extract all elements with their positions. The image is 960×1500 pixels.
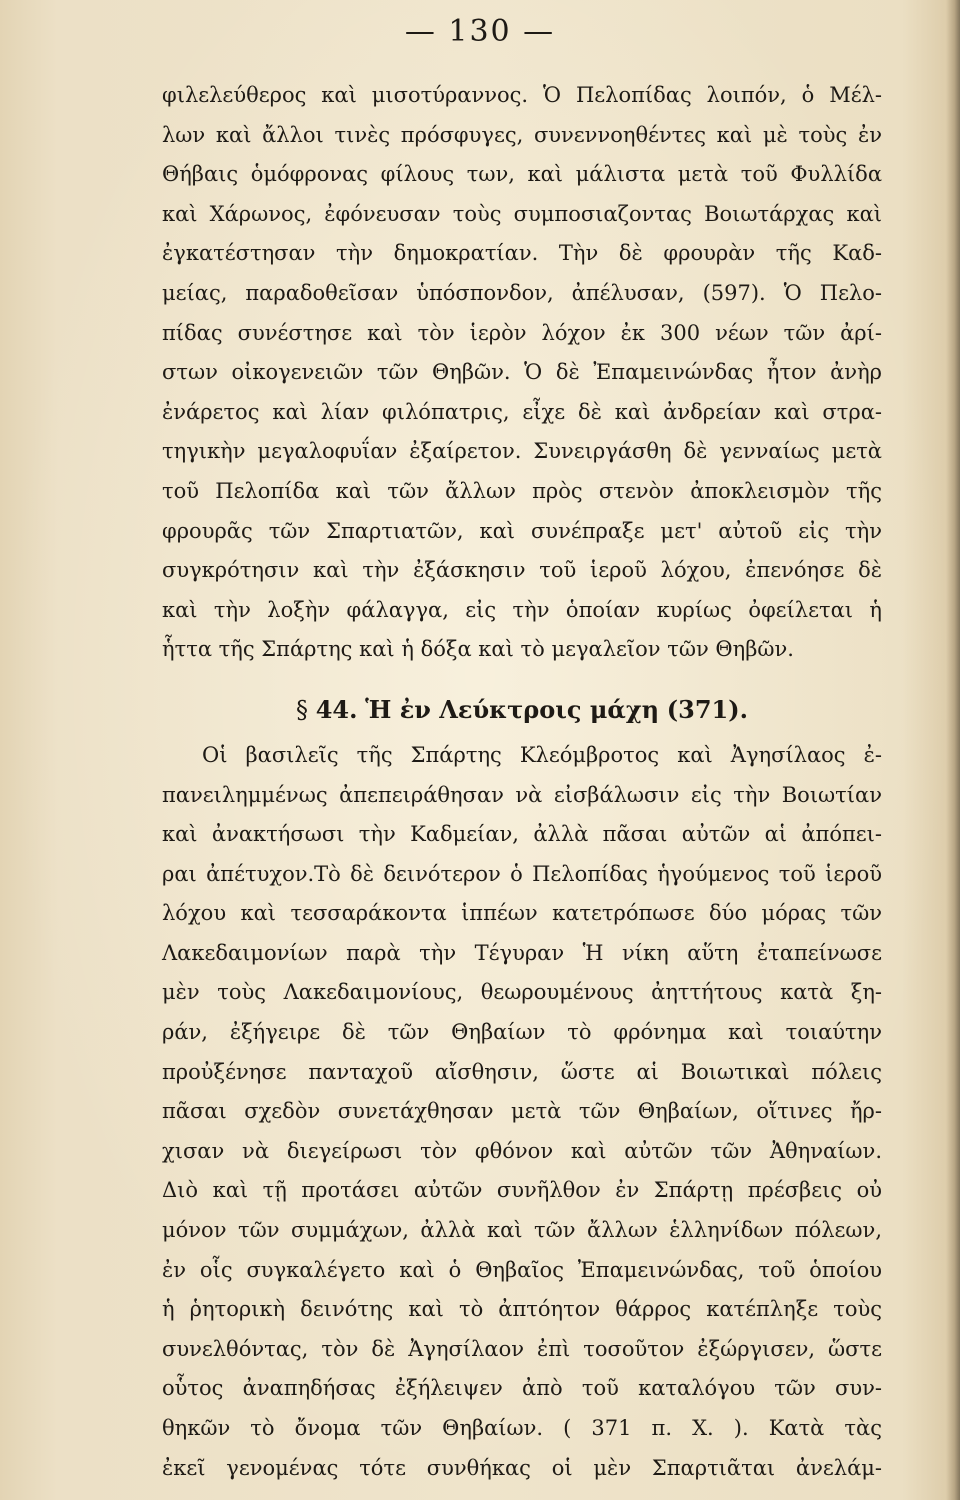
text-line: Διὸ καὶ τῇ προτάσει αὐτῶν συνῆλθον ἐν Σπάρτῃ πρέσβεις οὐ: [162, 1178, 882, 1203]
text-line: φιλελεύθερος καὶ μισοτύραννος. Ὁ Πελοπίδας λοιπόν, ὁ Μέλ-: [162, 83, 882, 107]
text-line: μείας, παραδοθεῖσαν ὑπόσπονδον, ἀπέλυσαν, (597). Ὁ Πελο-: [162, 280, 882, 305]
text-line: οὗτος ἀναπηδήσας ἐξήλειψεν ἀπὸ τοῦ καταλόγου τῶν συν-: [162, 1376, 882, 1401]
section-heading: [162, 678, 882, 736]
text-line: καὶ τὴν λοξὴν φάλαγγα, εἰς τὴν ὁποίαν κυρίως ὀφείλεται ἡ: [162, 597, 882, 622]
paragraph-1: [162, 76, 882, 670]
text-line: πίδας συνέστησε καὶ τὸν ἱερὸν λόχον ἐκ 300 νέων τῶν ἀρί-: [162, 320, 882, 345]
text-line: χισαν νὰ διεγείρωσι τὸν φθόνον καὶ αὐτῶν τῶν Ἀθηναίων.: [162, 1138, 882, 1163]
section-title: Ἡ ἐν Λεύκτροις μάχη: [365, 694, 660, 724]
section-symbol: §: [296, 695, 309, 724]
text-line: μόνον τῶν συμμάχων, ἀλλὰ καὶ τῶν ἄλλων ἑλληνίδων πόλεων,: [162, 1218, 882, 1243]
text-line: καὶ Χάρωνος, ἐφόνευσαν τοὺς συμποσιαζοντας Βοιωτάρχας καὶ: [162, 201, 882, 226]
text-line: ἡ ῥητορικὴ δεινότης καὶ τὸ ἀπτόητον θάρρος κατέπληξε τοὺς: [162, 1297, 882, 1322]
body-text: [162, 76, 882, 1488]
text-line: καὶ ἀνακτήσωσι τὴν Καδμείαν, ἀλλὰ πᾶσαι αὐτῶν αἱ ἀπόπει-: [162, 822, 882, 847]
text-line: ἐνάρετος καὶ λίαν φιλόπατρις, εἶχε δὲ καὶ ἀνδρείαν καὶ στρα-: [162, 399, 882, 424]
text-line: πανειλημμένως ἀπεπειράθησαν νὰ εἰσβάλωσιν εἰς τὴν Βοιωτίαν: [162, 782, 882, 807]
text-line: Οἱ βασιλεῖς τῆς Σπάρτης Κλεόμβροτος καὶ Ἀγησίλαος ἐ-: [202, 742, 882, 767]
section-year: (371).: [666, 694, 748, 724]
text-line: τηγικὴν μεγαλοφυΐαν ἐξαίρετον. Συνειργάσθη δὲ γενναίως μετὰ: [162, 439, 882, 464]
text-line: ἐν οἷς συγκαλέγετο καὶ ὁ Θηβαῖος Ἐπαμεινώνδας, τοῦ ὁποίου: [162, 1257, 882, 1282]
text-line: Θήβαις ὁμόφρονας φίλους των, καὶ μάλιστα μετὰ τοῦ Φυλλίδα: [162, 162, 882, 187]
text-line: συγκρότησιν καὶ τὴν ἐξάσκησιν τοῦ ἱεροῦ λόχου, ἐπενόησε δὲ: [162, 558, 882, 583]
page-number: — 130 —: [404, 14, 556, 49]
text-line: Λακεδαιμονίων παρὰ τὴν Τέγυραν Ἡ νίκη αὕτη ἐταπείνωσε: [162, 940, 882, 965]
text-line: ραι ἀπέτυχον.Τὸ δὲ δεινότερον ὁ Πελοπίδας ἡγούμενος τοῦ ἱεροῦ: [162, 861, 882, 886]
text-line: πᾶσαι σχεδὸν συνετάχθησαν μετὰ τῶν Θηβαίων, οἵτινες ἤρ-: [162, 1099, 882, 1124]
text-line: μὲν τοὺς Λακεδαιμονίους, θεωρουμένους ἀηττήτους κατὰ ξη-: [162, 980, 882, 1005]
paragraph-2: [162, 736, 882, 1488]
text-line: λόχου καὶ τεσσαράκοντα ἱππέων κατετρόπωσε δύο μόρας τῶν: [162, 901, 882, 926]
text-line: στων οἰκογενειῶν τῶν Θηβῶν. Ὁ δὲ Ἐπαμεινώνδας ἦτον ἀνὴρ: [162, 360, 882, 385]
text-line: λων καὶ ἄλλοι τινὲς πρόσφυγες, συνεννοηθέντες καὶ μὲ τοὺς ἐν: [162, 122, 882, 147]
text-line: τοῦ Πελοπίδα καὶ τῶν ἄλλων πρὸς στενὸν ἀποκλεισμὸν τῆς: [162, 478, 882, 503]
text-line: ἐγκατέστησαν τὴν δημοκρατίαν. Τὴν δὲ φρουρὰν τῆς Καδ-: [162, 241, 882, 266]
text-line: φρουρᾶς τῶν Σπαρτιατῶν, καὶ συνέπραξε μετ' αὐτοῦ εἰς τὴν: [162, 518, 882, 543]
text-line: ράν, ἐξήγειρε δὲ τῶν Θηβαίων τὸ φρόνημα καὶ τοιαύτην: [162, 1020, 882, 1045]
text-line: συνελθόντας, τὸν δὲ Ἀγησίλαον ἐπὶ τοσοῦτον ἐξώργισεν, ὥστε: [162, 1336, 882, 1361]
text-line: θηκῶν τὸ ὄνομα τῶν Θηβαίων. ( 371 π. Χ. ). Κατὰ τὰς: [162, 1416, 882, 1440]
section-number: 44.: [315, 694, 358, 724]
text-line: ἧττα τῆς Σπάρτης καὶ ἡ δόξα καὶ τὸ μεγαλεῖον τῶν Θηβῶν.: [162, 637, 794, 662]
text-line: προὐξένησε πανταχοῦ αἴσθησιν, ὥστε αἱ Βοιωτικαὶ πόλεις: [162, 1059, 882, 1084]
page-edge-shadow: [946, 0, 960, 1500]
text-line: ἐκεῖ γενομένας τότε συνθήκας οἱ μὲν Σπαρτιᾶται ἀνελάμ-: [162, 1455, 882, 1480]
